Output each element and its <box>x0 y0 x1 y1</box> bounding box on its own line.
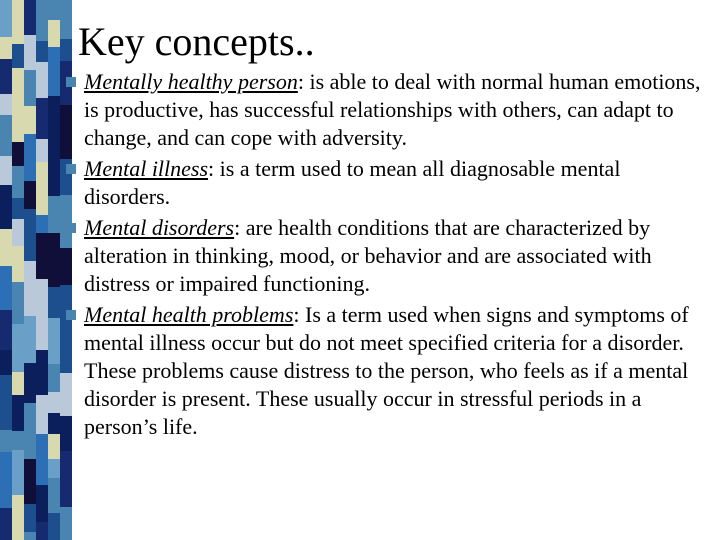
strip-block <box>0 0 12 37</box>
strip-block <box>0 94 12 115</box>
strip-block <box>24 106 36 134</box>
strip-block <box>48 318 60 364</box>
bullet-item <box>66 301 706 441</box>
strip-block <box>12 372 24 395</box>
strip-block <box>24 209 36 261</box>
strip-block <box>48 233 60 251</box>
slide-title: Key concepts.. <box>78 19 315 64</box>
strip-block <box>36 350 48 374</box>
strip-block <box>0 59 12 94</box>
strip-block <box>48 162 60 196</box>
strip-block <box>0 310 12 350</box>
strip-block <box>0 430 12 452</box>
bullet-definition: : is a term used to mean all diagnosable mental disorders. <box>84 156 621 209</box>
strip-block <box>12 395 24 431</box>
strip-block <box>12 0 24 44</box>
strip-block <box>12 68 24 103</box>
strip-block <box>36 0 48 41</box>
square-bullet-icon <box>66 223 76 233</box>
strip-block <box>48 96 60 120</box>
strip-block <box>0 508 12 540</box>
strip-block <box>24 261 36 316</box>
bullet-item <box>66 68 706 152</box>
square-bullet-icon <box>66 164 76 174</box>
strip-block <box>12 142 24 166</box>
strip-block <box>60 451 72 507</box>
bullet-definition: : is able to deal with normal human emotions, is productive, has successful relationships with others, can adapt to change, and can cope with adversity. <box>84 69 701 150</box>
strip-block <box>24 459 36 504</box>
strip-block <box>12 495 24 540</box>
strip-block <box>0 185 12 229</box>
bullet-list <box>66 68 706 444</box>
strip-block <box>0 156 12 185</box>
strip-block <box>0 266 12 310</box>
strip-block <box>48 434 60 459</box>
strip-block <box>0 37 12 59</box>
strip-block <box>12 103 24 142</box>
strip-block <box>24 532 36 540</box>
strip-block <box>36 323 48 350</box>
strip-block <box>48 287 60 318</box>
strip-block <box>48 47 60 96</box>
bullet-term: Mental health problems <box>84 302 294 327</box>
bullet-term: Mental illness <box>84 156 209 181</box>
strip-block <box>12 219 24 246</box>
strip-block <box>60 507 72 540</box>
strip-block <box>0 350 12 375</box>
strip-block <box>36 434 48 485</box>
bullet-definition: : Is a term used when signs and symptoms of mental illness occur but do not meet specified criteria for a disorder. These problems cause distress to the person, who feels as if a mental disorder is present. These usually occur in stressful periods in a person’s life. <box>84 302 689 439</box>
strip-block <box>24 504 36 532</box>
bullet-item <box>66 155 706 211</box>
strip-block <box>48 478 60 513</box>
square-bullet-icon <box>66 310 76 320</box>
strip-block <box>24 0 36 35</box>
strip-block <box>36 395 48 434</box>
bullet-term: Mentally healthy person <box>84 69 298 94</box>
strip-block <box>0 115 12 156</box>
strip-block <box>36 233 48 279</box>
strip-block <box>24 70 36 106</box>
bullet-term: Mental disorders <box>84 215 235 240</box>
strip-block <box>0 229 12 266</box>
strip-block <box>12 431 24 450</box>
decorative-color-strip <box>0 0 72 540</box>
strip-block <box>48 459 60 478</box>
strip-block <box>48 20 60 47</box>
square-bullet-icon <box>66 77 76 87</box>
strip-block <box>48 513 60 540</box>
strip-block <box>24 433 36 459</box>
strip-block <box>48 413 60 434</box>
strip-block <box>24 316 36 363</box>
strip-block <box>48 0 60 20</box>
strip-block <box>12 450 24 495</box>
strip-block <box>12 166 24 198</box>
strip-block <box>24 181 36 209</box>
strip-block <box>48 392 60 413</box>
bullet-item <box>66 214 706 298</box>
strip-block <box>12 198 24 219</box>
strip-block <box>36 62 48 98</box>
strip-block <box>36 279 48 323</box>
strip-block <box>36 98 48 139</box>
strip-block <box>36 374 48 395</box>
strip-block <box>12 246 24 282</box>
strip-block <box>48 120 60 162</box>
strip-block <box>48 196 60 233</box>
strip-block <box>60 0 72 39</box>
strip-block <box>36 41 48 62</box>
strip-block <box>24 403 36 433</box>
strip-block <box>12 282 24 324</box>
strip-block <box>36 485 48 522</box>
strip-block <box>48 251 60 287</box>
strip-block <box>48 364 60 392</box>
bullet-definition: : are health conditions that are characterized by alteration in thinking, mood, or behavior and are associated with distress or impaired functioning. <box>84 215 652 296</box>
strip-block <box>36 162 48 215</box>
strip-block <box>12 324 24 372</box>
strip-block <box>36 522 48 540</box>
strip-block <box>0 452 12 508</box>
strip-block <box>24 363 36 403</box>
strip-block <box>24 35 36 70</box>
strip-block <box>12 44 24 68</box>
strip-block <box>36 215 48 233</box>
strip-block <box>24 134 36 181</box>
strip-block <box>0 375 12 430</box>
strip-block <box>36 139 48 162</box>
strip-block <box>60 39 72 61</box>
